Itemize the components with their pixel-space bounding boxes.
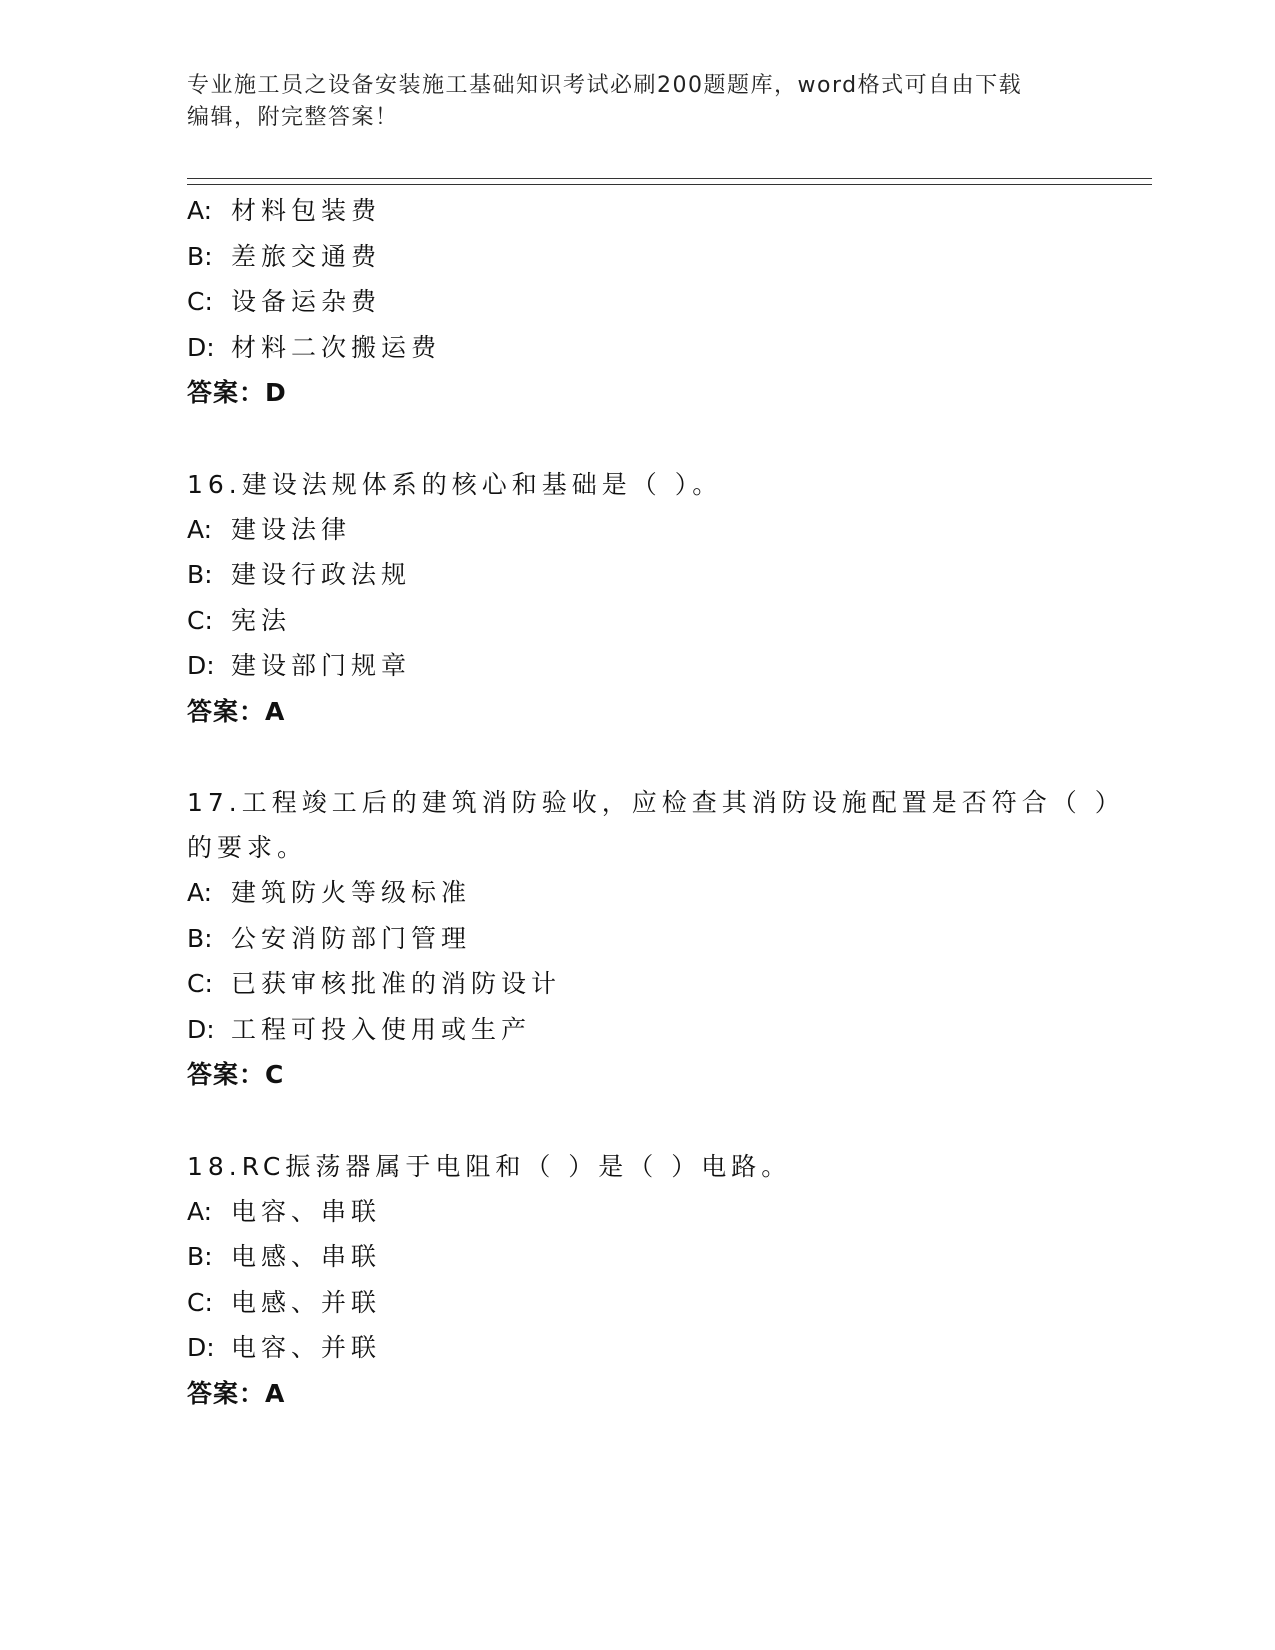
option-d: [187, 643, 1137, 689]
header-divider: [187, 178, 1152, 185]
option-text: 建筑防火等级标准: [231, 878, 472, 907]
question-block: [187, 780, 1137, 1098]
option-c: [187, 279, 1137, 325]
option-c: [187, 1280, 1137, 1326]
question-text: 18.RC振荡器属于电阻和（ ）是（ ）电路。: [187, 1151, 792, 1181]
option-text: 工程可投入使用或生产: [231, 1014, 532, 1044]
option-letter: B:: [187, 1242, 213, 1271]
option-text: 电容、串联: [231, 1196, 382, 1226]
option-c: [187, 961, 1137, 1007]
option-text: 差旅交通费: [231, 241, 382, 271]
option-d: [187, 1007, 1137, 1053]
question-block: [187, 1144, 1137, 1417]
option-b: [187, 916, 1137, 962]
option-letter: D:: [187, 332, 215, 362]
option-text: 建设部门规章: [231, 651, 412, 680]
option-text: 建设法律: [231, 514, 352, 544]
option-letter: D:: [187, 1014, 215, 1044]
header-title-line-2: 编辑，附完整答案！: [187, 105, 399, 130]
option-letter: D:: [187, 1333, 215, 1362]
option-letter: C:: [187, 1287, 213, 1317]
option-a: [187, 870, 1137, 916]
option-text: 电容、并联: [231, 1333, 382, 1362]
option-text: 设备运杂费: [231, 287, 382, 316]
option-letter: C:: [187, 605, 213, 635]
question-block: [187, 462, 1137, 735]
header-title-line-1: 专业施工员之设备安装施工基础知识考试必刷200题题库，word格式可自由下载: [187, 73, 1023, 98]
option-letter: C:: [187, 287, 213, 316]
option-letter: A:: [187, 196, 213, 225]
question-text: 16.建设法规体系的核心和基础是（ ）。: [187, 469, 723, 499]
document-header: [187, 70, 1087, 134]
option-text: 建设行政法规: [231, 560, 412, 589]
option-b: [187, 234, 1137, 280]
option-d: [187, 1325, 1137, 1371]
option-a: [187, 507, 1137, 553]
option-text: 材料包装费: [231, 196, 382, 225]
option-letter: B:: [187, 923, 213, 953]
question-list: [187, 188, 1137, 1462]
answer-line: 答案：C: [187, 1060, 285, 1089]
option-letter: A:: [187, 878, 213, 907]
option-letter: B:: [187, 560, 213, 589]
option-text: 宪法: [231, 605, 292, 635]
answer-line: 答案：D: [187, 378, 287, 407]
option-letter: A:: [187, 514, 213, 544]
option-a: [187, 188, 1137, 234]
option-d: [187, 325, 1137, 371]
option-letter: D:: [187, 651, 215, 680]
option-letter: B:: [187, 241, 213, 271]
option-text: 电感、串联: [231, 1242, 382, 1271]
option-text: 电感、并联: [231, 1287, 382, 1317]
option-letter: C:: [187, 969, 213, 998]
option-text: 材料二次搬运费: [231, 332, 442, 362]
question-block: [187, 188, 1137, 416]
answer-line: 答案：A: [187, 1378, 286, 1408]
option-a: [187, 1189, 1137, 1235]
option-b: [187, 552, 1137, 598]
option-c: [187, 598, 1137, 644]
answer-line: 答案：A: [187, 696, 286, 726]
option-letter: A:: [187, 1196, 213, 1226]
question-text: 17.工程竣工后的建筑消防验收，应检查其消防设施配置是否符合（ ）的要求。: [187, 788, 1125, 862]
option-b: [187, 1234, 1137, 1280]
option-text: 公安消防部门管理: [231, 923, 472, 953]
option-text: 已获审核批准的消防设计: [231, 969, 562, 998]
